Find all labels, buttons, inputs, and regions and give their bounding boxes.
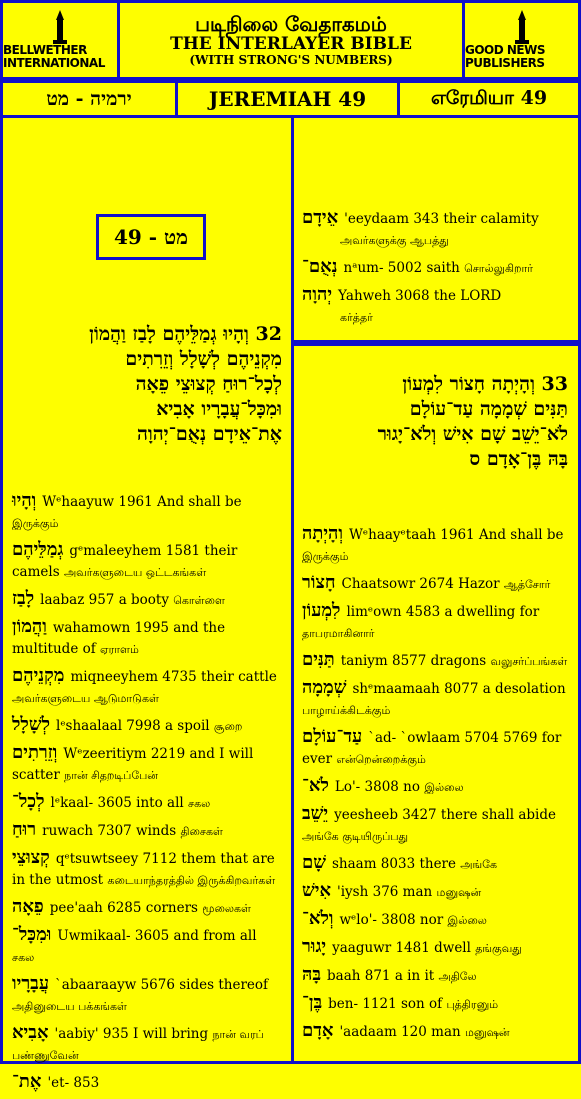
list-item xyxy=(12,847,282,891)
tamil-gloss: அதிலே xyxy=(438,970,477,983)
list-item xyxy=(302,803,570,847)
hebrew-word: וְהָיְתָה xyxy=(302,523,344,544)
hebrew-word: עַד־עוֹלָם xyxy=(302,726,363,747)
torch-icon xyxy=(45,10,75,44)
gloss: Wᵉhaayᵉtaah 1961 And shall be xyxy=(349,527,564,543)
verse-line: מִקְנֵיהֶם לְשָׁלָל וְזֵרִתִים xyxy=(125,348,282,370)
tamil-gloss: அவர்களுக்கு ஆபத்து xyxy=(340,234,449,247)
tamil-gloss: சகல xyxy=(188,797,211,810)
hebrew-word: וּמִכָּל־ xyxy=(12,924,52,945)
list-item xyxy=(302,572,570,595)
hebrew-word: קְצוּצֵי xyxy=(12,847,50,868)
verse-line: תַּנִּים שְׁמָמָה עַד־עוֹלָם xyxy=(409,398,568,420)
tamil-gloss: சகல xyxy=(12,951,35,964)
tamil-gloss: ஏராளம் xyxy=(100,643,139,656)
tamil-gloss: தங்குவது xyxy=(475,942,522,955)
hebrew-word: אֵידָם xyxy=(302,207,339,228)
title-subtitle: (WITH STRONG'S NUMBERS) xyxy=(189,53,393,67)
tamil-gloss: பாழாய்க்கிடக்கும் xyxy=(302,704,391,717)
list-item xyxy=(12,665,282,709)
tamil-gloss: புத்திரனும் xyxy=(446,998,499,1011)
tamil-gloss: அங்கே குடியிருப்பது xyxy=(302,830,409,843)
bookbar-english-text: JEREMIAH 49 xyxy=(208,87,367,111)
good-news-logo xyxy=(462,0,581,80)
list-item xyxy=(12,714,282,737)
hebrew-word: מִקְנֵיהֶם xyxy=(12,665,65,686)
hebrew-word: לִמְעוֹן xyxy=(302,600,341,621)
tamil-gloss: வலுசர்ப்பங்கள் xyxy=(490,655,568,668)
list-item xyxy=(302,649,570,672)
tamil-gloss: அங்கே xyxy=(460,858,498,871)
list-item xyxy=(12,490,282,534)
hebrew-word: וְלֹא־ xyxy=(302,908,334,929)
tamil-gloss: கடையாந்தரத்தில் இருக்கிறவர்கள் xyxy=(107,874,276,887)
verse-line: לְכָל־רוּחַ קְצוּצֵי פֵאָה xyxy=(135,373,282,395)
hebrew-word: וְהָיוּ xyxy=(12,490,37,511)
hebrew-word: וַהֲמוֹן xyxy=(12,616,47,637)
hebrew-word: רוּחַ xyxy=(12,819,37,840)
top-right-entries xyxy=(302,207,568,333)
gloss: ben- 1121 son of xyxy=(328,996,443,1012)
list-item xyxy=(302,936,570,959)
list-item xyxy=(12,819,282,842)
verse-line: בָּהּ בֶּן־אָדָם ס xyxy=(469,448,568,470)
tamil-gloss: என்றென்றைக்கும் xyxy=(336,753,426,766)
list-item xyxy=(302,1020,570,1043)
list-item xyxy=(302,726,570,770)
hebrew-word: תַּנִּים xyxy=(302,649,335,670)
tamil-gloss: கர்த்தர் xyxy=(340,311,373,324)
tamil-gloss: திசைகள் xyxy=(180,825,223,838)
hebrew-word: שָׁם xyxy=(302,852,326,873)
gloss: qᵉtsuwtseey 7112 them that are in the utmost xyxy=(12,851,275,888)
list-item xyxy=(302,677,570,721)
tamil-gloss: அதினுடைய பக்கங்கள் xyxy=(12,1000,127,1013)
list-item xyxy=(12,588,282,611)
gloss: wᵉlo'- 3808 nor xyxy=(339,912,444,928)
hebrew-word: לֹא־ xyxy=(302,775,329,796)
tamil-gloss: இல்லை xyxy=(447,914,487,927)
list-item xyxy=(302,600,570,644)
gloss: laabaz 957 a booty xyxy=(40,592,169,608)
gloss: Uwmikaal- 3605 and from all xyxy=(57,928,257,944)
gloss: gᵉmaleeyhem 1581 their camels xyxy=(12,543,238,580)
tamil-gloss: மூலைகள் xyxy=(202,902,251,915)
tamil-gloss: நான் சிதறடிப்பேன் xyxy=(64,769,158,782)
hebrew-word: אָדָם xyxy=(302,1020,334,1041)
bookbar-tamil xyxy=(397,80,581,118)
verse-line: וּמִכָּל־עֲבָרָיו אָבִיא xyxy=(156,398,282,420)
list-item xyxy=(12,896,282,919)
gloss: ruwach 7307 winds xyxy=(42,823,177,839)
list-item xyxy=(302,992,570,1015)
list-item xyxy=(12,616,282,660)
list-item xyxy=(302,908,570,931)
verse-line: אֶת־אֵידָם נְאֻם־יְהוָה xyxy=(136,423,282,445)
bookbar-hebrew xyxy=(0,80,178,118)
hebrew-word: יֵשֵׁב xyxy=(302,803,329,824)
gloss: 'aabiy' 935 I will bring xyxy=(54,1026,209,1042)
tamil-gloss: மனுஷன் xyxy=(436,886,482,899)
bellwether-logo xyxy=(0,0,120,80)
hebrew-word: אִישׁ xyxy=(302,880,332,901)
tamil-gloss: கொள்ளை xyxy=(173,594,225,607)
list-item xyxy=(302,256,568,279)
hebrew-word: שְׁמָמָה xyxy=(302,677,347,698)
list-item xyxy=(302,775,570,798)
list-item xyxy=(302,523,570,567)
gloss: `abaaraayw 5676 sides thereof xyxy=(55,977,269,993)
gloss: 'aadaam 120 man xyxy=(339,1024,461,1040)
gloss: 'iysh 376 man xyxy=(337,884,433,900)
hebrew-word: אָבִיא xyxy=(12,1022,49,1043)
hebrew-word: עֲבָרָיו xyxy=(12,973,50,994)
hebrew-word: אֶת־ xyxy=(12,1071,42,1092)
hebrew-word: יָגוּר xyxy=(302,936,327,957)
gloss: taniym 8577 dragons xyxy=(340,653,487,669)
hebrew-word: לְכָל־ xyxy=(12,791,45,812)
gloss: yaaguwr 1481 dwell xyxy=(332,940,471,956)
list-item xyxy=(302,207,568,251)
gloss: wahamown 1995 and the multitude of xyxy=(12,620,226,657)
tamil-gloss: நான் வரப் பண்ணுவேன் xyxy=(12,1028,264,1062)
gloss: lᵉkaal- 3605 into all xyxy=(50,795,184,811)
list-item xyxy=(302,964,570,987)
hebrew-word: לְשָׁלָל xyxy=(12,714,51,735)
gloss: pee'aah 6285 corners xyxy=(49,900,198,916)
tamil-gloss: சூறை xyxy=(213,720,243,733)
hebrew-word: יְהוָה xyxy=(302,284,333,305)
list-item xyxy=(12,1022,282,1066)
verse-line: 32 וְהָיוּ גְמַלֵּיהֶם לָבַז וַהֲמוֹן xyxy=(89,323,282,345)
verse-line: 33 וְהָיְתָה חָצוֹר לִמְעוֹן xyxy=(402,373,568,395)
bookbar-english xyxy=(175,80,400,118)
list-item xyxy=(12,539,282,583)
gloss: shᵉmaamaah 8077 a desolation xyxy=(352,681,566,697)
bookbar-tamil-text: எரேமியா 49 xyxy=(430,86,548,109)
gloss: Chaatsowr 2674 Hazor xyxy=(341,576,500,592)
gloss: lᵉshaalaal 7998 a spoil xyxy=(56,718,210,734)
tamil-gloss: அவர்களுடைய ஒட்டகங்கள் xyxy=(63,566,207,579)
list-item xyxy=(302,284,568,328)
gloss: miqneeyhem 4735 their cattle xyxy=(70,669,277,685)
gloss: limᵉown 4583 a dwelling for xyxy=(346,604,540,620)
gloss: Wᵉhaayuw 1961 And shall be xyxy=(42,494,242,510)
list-item xyxy=(302,852,570,875)
gloss: yeesheeb 3427 there shall abide xyxy=(334,807,557,823)
right-word-list xyxy=(302,523,570,1048)
tamil-gloss: தாபரமாகினார் xyxy=(302,627,375,640)
chapter-box-text: מט - 49 xyxy=(113,224,188,249)
gloss: 'eeydaam 343 their calamity xyxy=(344,211,539,227)
bookbar-hebrew-text: ירמיה - מט xyxy=(46,87,132,110)
verse-33 xyxy=(302,372,568,472)
gloss: baah 871 a in it xyxy=(327,968,435,984)
torch-icon xyxy=(507,10,537,44)
header-title-block xyxy=(117,0,465,80)
hebrew-word: גְמַלֵּיהֶם xyxy=(12,539,64,560)
list-item xyxy=(12,742,282,786)
hebrew-word: חָצוֹר xyxy=(302,572,336,593)
title-tamil: படிநிலை வேதாகமம் xyxy=(195,12,387,36)
tamil-gloss: அவர்களுடைய ஆடுமாடுகள் xyxy=(12,692,159,705)
tamil-gloss: மனுஷன் xyxy=(465,1026,510,1039)
list-item xyxy=(12,924,282,968)
hebrew-word: בֶּן־ xyxy=(302,992,323,1013)
tamil-gloss: இல்லை xyxy=(424,781,464,794)
gloss: nᵃum- 5002 saith xyxy=(343,260,460,276)
left-logo-text: BELLWETHER INTERNATIONAL xyxy=(3,43,105,70)
tamil-gloss: இருக்கும் xyxy=(12,517,59,530)
gloss: `ad- `owlaam 5704 5769 for ever xyxy=(302,730,562,767)
tamil-gloss: சொல்லுகிறார் xyxy=(464,262,534,275)
tamil-gloss: ஆத்சோர் xyxy=(503,578,551,591)
tamil-gloss: இருக்கும் xyxy=(302,550,349,563)
left-word-list xyxy=(12,490,282,1099)
right-logo-text: GOOD NEWS PUBLISHERS xyxy=(465,43,546,70)
hebrew-word: בָּהּ xyxy=(302,964,322,985)
verse-32 xyxy=(12,322,282,447)
hebrew-word: וְזֵרִתִים xyxy=(12,742,58,763)
hebrew-word: פֵאָה xyxy=(12,896,44,917)
list-item xyxy=(12,1071,282,1094)
chapter-box xyxy=(96,214,206,260)
gloss: Lo'- 3808 no xyxy=(334,779,421,795)
hebrew-word: נְאֻם־ xyxy=(302,256,338,277)
hebrew-word: לָבַז xyxy=(12,588,35,609)
gloss: shaam 8033 there xyxy=(331,856,456,872)
list-item xyxy=(12,973,282,1017)
list-item xyxy=(302,880,570,903)
gloss: Wᵉzeeritiym 2219 and I will scatter xyxy=(12,746,254,783)
gloss: 'et- 853 xyxy=(47,1075,100,1091)
verse-line: לֹא־יֵשֵׁב שָׁם אִישׁ וְלֹא־יָגוּר xyxy=(377,423,568,445)
list-item xyxy=(12,791,282,814)
title-english: THE INTERLAYER BIBLE xyxy=(170,34,412,54)
gloss: Yahweh 3068 the LORD xyxy=(338,288,502,304)
